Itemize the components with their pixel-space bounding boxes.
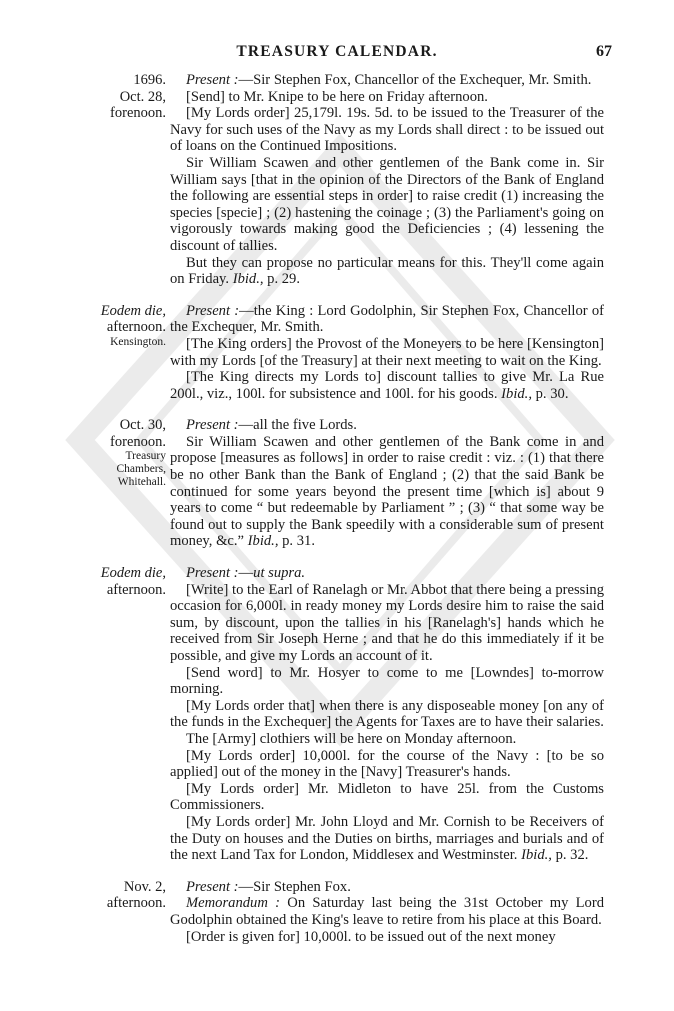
margin-place: Chambers, [116,463,166,476]
entry-text [170,303,604,403]
margin-note [84,879,166,912]
margin-place: Treasury [125,450,166,463]
margin-date: Nov. 2, [123,878,166,895]
entry-paragraph: [My Lords order] Mr. Midleton to have 25l. from the Customs Commissioners. [170,780,604,814]
entry-paragraph: Sir William Scawen and other gentlemen of the Bank come in and propose [measures as follows] in order to raise credit : viz. : (1) that there be no other Bank than the Bank of England ; (2) that the said Bank be continued for some years beyond the present time [which is] about 9 years to come “ but redeemable by Parliament ” ; (3) “ that some way be found out to supply the Bank speedily with a considerable sum of present money, &c.” Ibid., p. 31. [170,433,604,550]
entry-paragraph: But they can propose no particular means for this. They'll come again on Friday. Ibid., p. 29. [170,254,604,288]
margin-date: Oct. 28, [119,88,166,105]
margin-place: Kensington. [110,335,166,348]
margin-place: Whitehall. [117,476,166,489]
margin-note [84,565,166,598]
margin-date: Eodem die, [100,565,166,582]
entry-paragraph: [My Lords order] 10,000l. for the course of the Navy : [to be so applied] out of the money in the [Navy] Treasurer's hands. [170,747,604,781]
entry-paragraph: [Write] to the Earl of Ranelagh or Mr. Abbot that there being a pressing occasion for 6,000l. in ready money my Lords desire him to raise the said sum, by discount, upon the tallies in his [Ranelagh's] hands which he received from Sir Joseph Herne ; and that he do this immediately if it be possible, and give my Lords an account of it. [170,581,604,664]
calendar-entry [84,417,604,550]
page-number: 67 [596,43,612,60]
entry-paragraph: Present :—Sir Stephen Fox. [186,878,351,895]
entry-paragraph: [Send word] to Mr. Hosyer to come to me [Lowndes] to-morrow morning. [170,664,604,698]
entry-text [170,72,604,288]
margin-note [84,417,166,489]
margin-note [84,72,166,122]
calendar-entry [84,565,604,864]
calendar-entry [84,72,604,288]
calendar-body [84,72,604,960]
entry-paragraph: Sir William Scawen and other gentlemen of the Bank come in. Sir William says [that in the opinion of the Directors of the Bank of England the following are essential steps in order] to raise credit (1) increasing the species [specie] ; (2) hastening the coinage ; (3) the Parliament's going on vigorously towards making good the Deficiencies ; (4) lessening the discount of tallies. [170,154,604,254]
margin-time: forenoon. [110,433,166,450]
entry-paragraph: Present :—the King : Lord Godolphin, Sir Stephen Fox, Chancellor of the Exchequer, Mr. Smith. [170,302,604,336]
margin-date: Oct. 30, [119,417,166,434]
entry-paragraph: [The King directs my Lords to] discount tallies to give Mr. La Rue 200l., viz., 100l. for subsistence and 100l. for his goods. Ibid., p. 30. [170,369,604,402]
margin-note [84,303,166,349]
entry-paragraph: [My Lords order] 25,179l. 19s. 5d. to be issued to the Treasurer of the Navy for such uses of the Navy as my Lords shall direct : to be issued out of loans on the Continued Impositions. [170,105,604,155]
entry-text [170,879,604,945]
entry-text [170,565,604,864]
calendar-entry [84,879,604,945]
entry-paragraph: [My Lords order that] when there is any disposeable money [on any of the funds in the Exchequer] the Agents for Taxes are to have their salaries. [170,697,604,731]
calendar-entry [84,303,604,403]
margin-date: Eodem die, [100,302,166,319]
entry-paragraph: [Send] to Mr. Knipe to be here on Friday afternoon. [186,88,488,105]
entry-paragraph: Memorandum : On Saturday last being the 31st October my Lord Godolphin obtained the King's leave to retire from his place at this Board. [170,895,604,928]
entry-paragraph: Present :—Sir Stephen Fox, Chancellor of the Exchequer, Mr. Smith. [186,72,592,88]
entry-paragraph: Present :—ut supra. [186,565,306,582]
margin-time: afternoon. [106,895,166,912]
margin-time: afternoon. [106,581,166,598]
entry-paragraph: [The King orders] the Provost of the Moneyers to be here [Kensington] with my Lords [of the Treasury] at their next meeting to wait on the King. [170,335,604,369]
running-title: TREASURY CALENDAR. [236,43,438,60]
entry-text [170,417,604,550]
entry-paragraph: [My Lords order] Mr. John Lloyd and Mr. Cornish to be Receivers of the Duty on houses and the Duties on births, marriages and burials and of the next Land Tax for London, Middlesex and Westminster. Ibid., p. 32. [170,813,604,864]
running-head [0,43,674,65]
entry-paragraph: Present :—all the five Lords. [186,417,357,434]
entry-paragraph: [Order is given for] 10,000l. to be issued out of the next money [186,928,556,945]
margin-time: afternoon. [106,319,166,336]
margin-year: 1696. [133,72,166,88]
margin-time: forenoon. [110,105,166,121]
entry-paragraph: The [Army] clothiers will be here on Monday afternoon. [186,730,517,747]
